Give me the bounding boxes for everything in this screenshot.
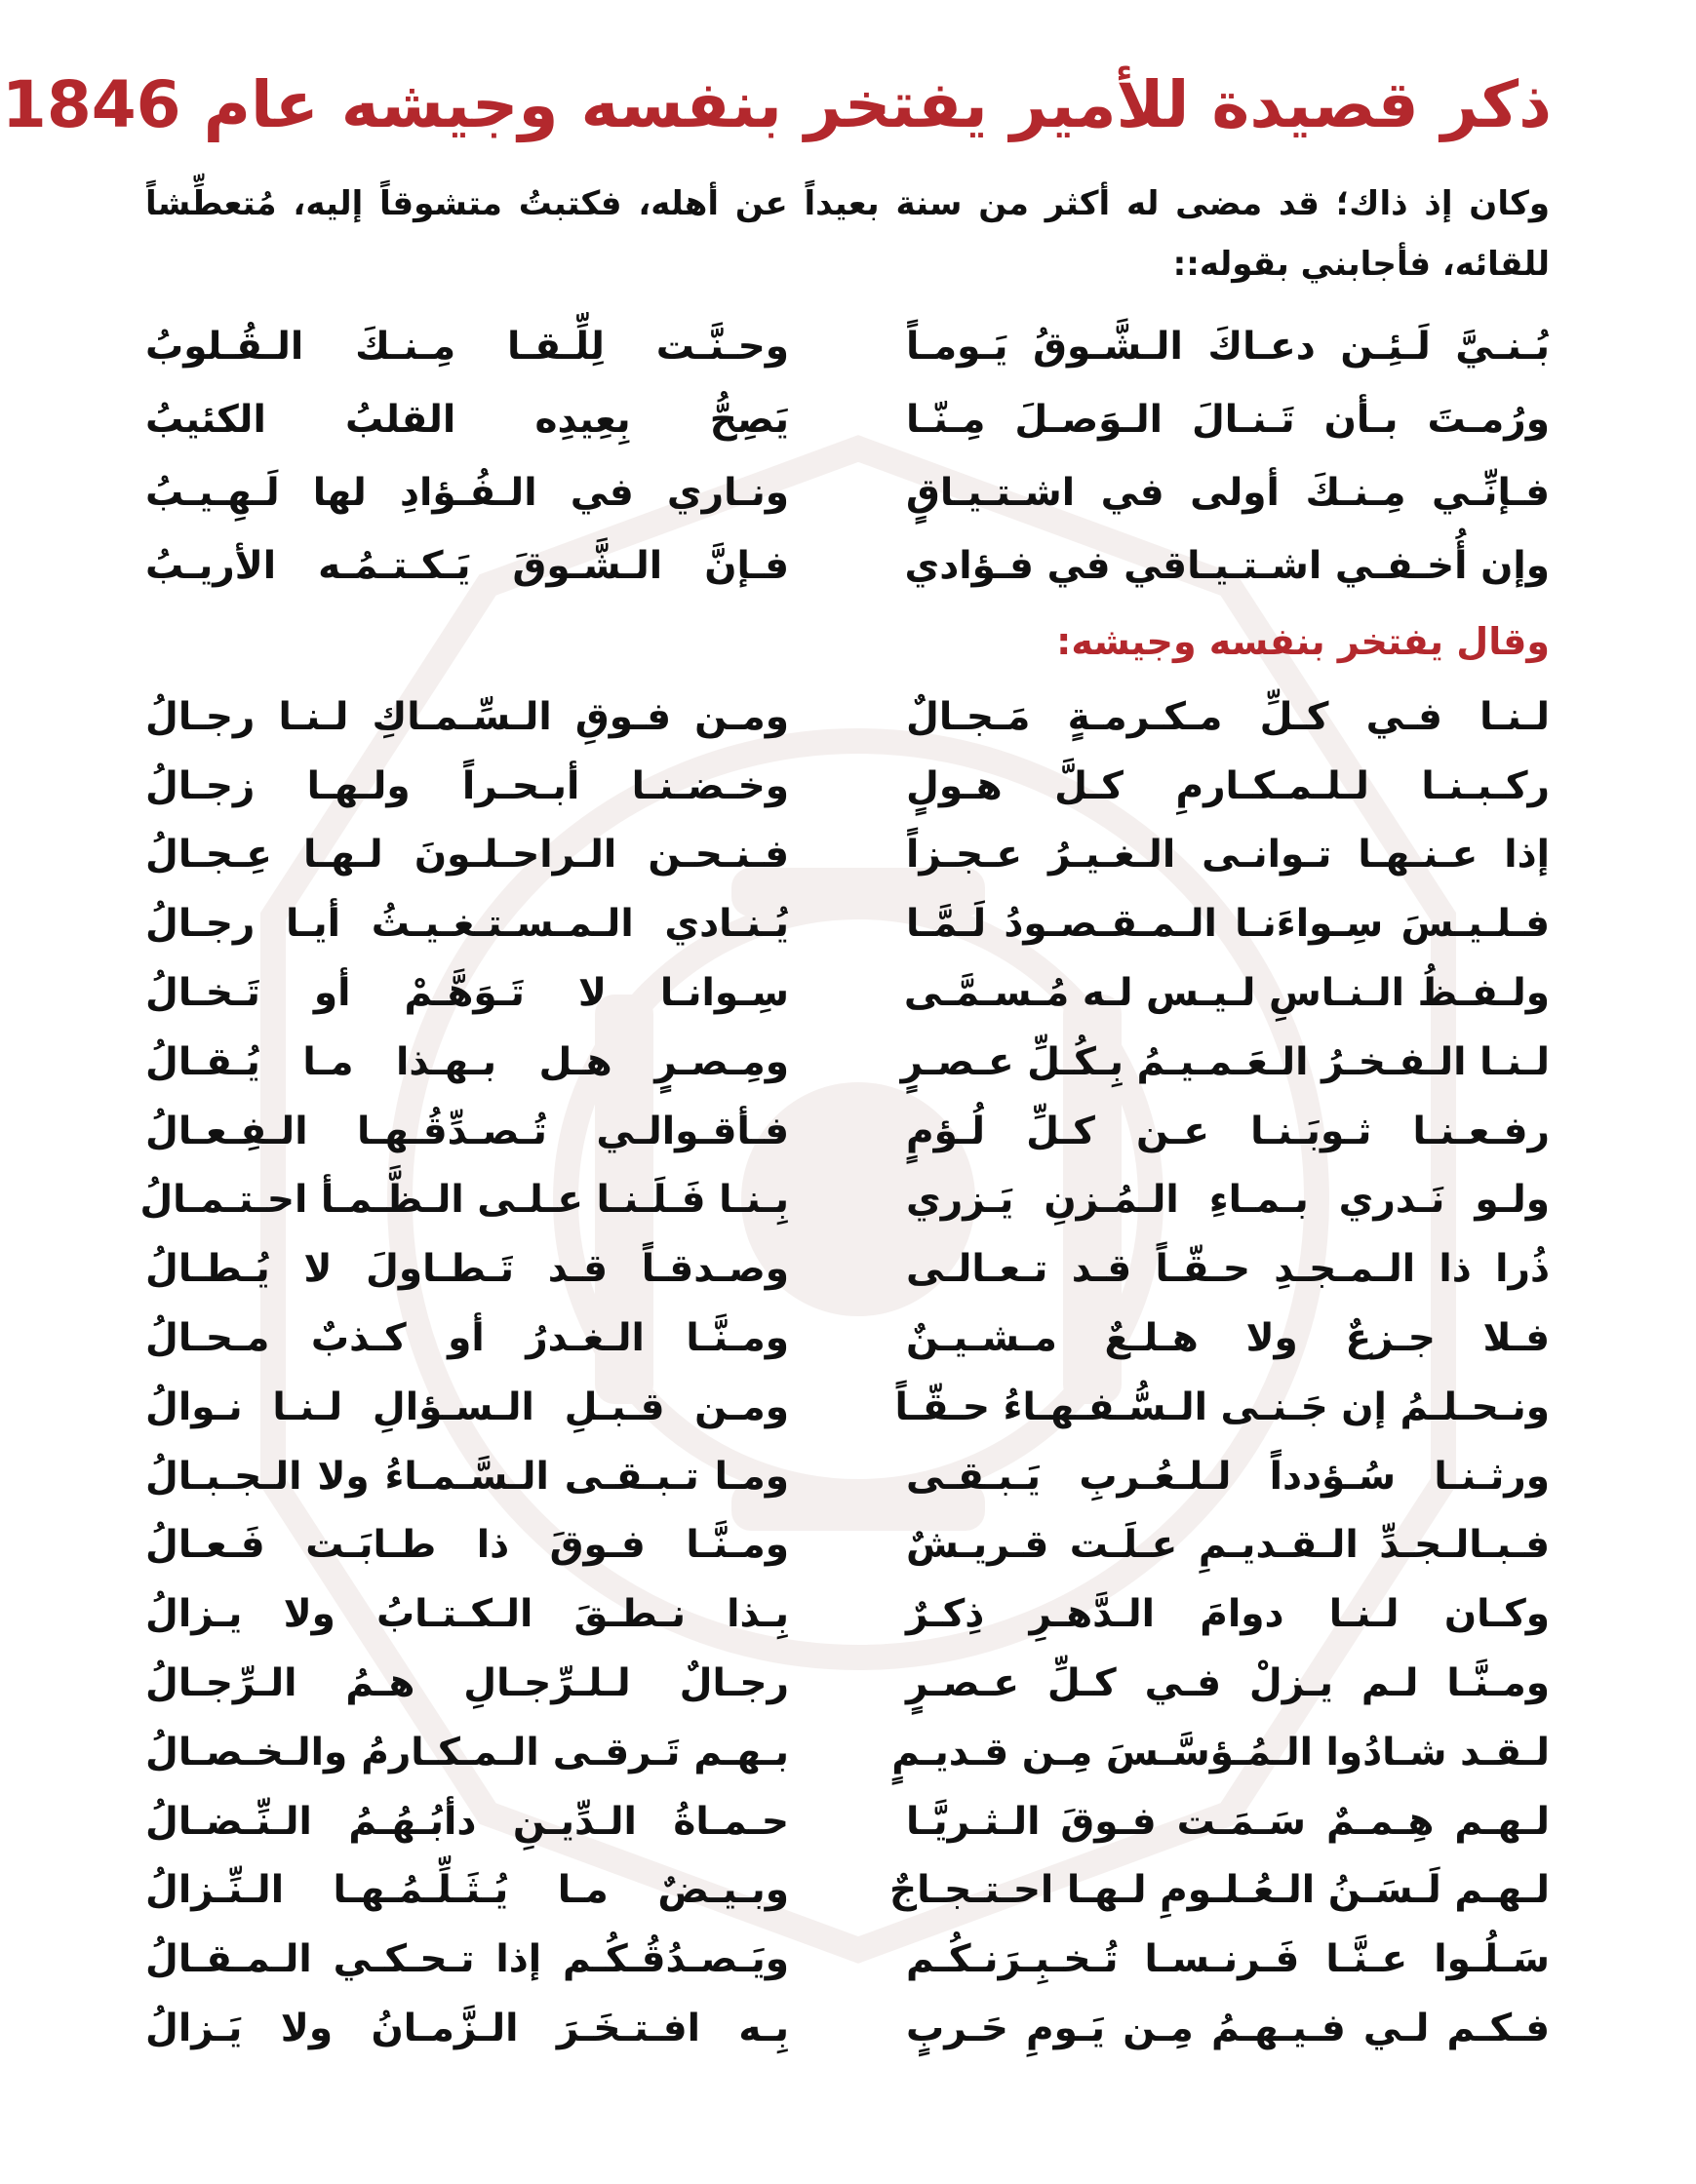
verse-second-half: وحـنَّـت لِلِّـقـا مِـنـكَ الـقُـلوبُ [145,325,789,369]
verse-second-half: ويَـصـدُقُـكُـم إذا تـحـكـي الـمـقـالُ [145,1937,789,1982]
verse-first-half: فـلا جـزعٌ ولا هـلـعٌ مـشـيـنٌ [906,1316,1550,1361]
verse-first-half: وكـان لـنـا دوامَ الـدَّهـرِ ذِكـرٌ [906,1592,1550,1637]
verse-second-half: ومـنَّـا الـغـدرُ أو كـذبٌ مـحـالُ [145,1316,789,1361]
verse-row [145,1234,1550,1304]
verse-first-half: وإن أُخـفـي اشـتـيـاقي في فـؤادي [904,544,1550,588]
verse-second-half: يَصِحُّ بِعِيدِه القلبُ الكئيبُ [145,398,789,442]
verse-second-half: فـنـحـن الـراحـلـونَ لـهـا عِـجـالُ [145,833,789,878]
verse-row [145,958,1550,1028]
verse-first-half: ورثـنـا سُـؤدداً لـلـعُـربِ يَـبـقـى [906,1454,1550,1499]
verse-first-half: ذُرا ذا الـمـجـدِ حـقّـاً قـد تـعـالـى [906,1247,1550,1292]
verse-row [145,682,1550,752]
verse-second-half: سِـوانـا لا تَـوَهَّـمْ أو تَـخـالُ [145,971,789,1016]
verse-row [145,1925,1550,1994]
verse-row [145,1511,1550,1580]
intro-paragraph: وكان إذ ذاك؛ قد مضى له أكثر من سنة بعيداً عن أهله، فكتبتُ متشوقاً إليه، مُتعطِّشاً للقائه، فأجابني بقوله:: [145,184,1550,284]
poem-one [145,310,1550,603]
verse-first-half: رفـعـنـا ثـوبَـنـا عـن كـلِّ لُـؤمٍ [906,1109,1550,1153]
verse-first-half: فـلـيـسَ سِـواءَنـا الـمـقـصـودُ لَـمَّـا [906,902,1550,947]
verse-first-half: فـبـالـجـدِّ الـقـديـمِ عـلَـت قـريـشٌ [906,1523,1550,1568]
verse-second-half: حـمـاةُ الـدِّيـنِ دأبُـهُـمُ الـنِّـضـالُ [145,1799,789,1844]
verse-row [145,1994,1550,2063]
verse-row [145,1649,1550,1718]
verse-second-half: ومـا تـبـقـى الـسَّـمـاءُ ولا الـجـبـالُ [145,1454,789,1499]
verse-second-half: رجـالٌ لـلـرِّجـالِ هـمُ الـرِّجـالُ [145,1661,789,1706]
verse-first-half: ولـفـظُ الـنـاسِ لـيـس لـه مُـسـمَّـى [903,971,1550,1016]
section-heading: وقال يفتخر بنفسه وجيشه: [1056,620,1550,663]
verse-second-half: ونـاري في الـفُـؤادِ لها لَـهِـيـبُ [145,471,789,515]
verse-second-half: يُـنـادي الـمـسـتـغـيـثُ أيـا رجـالُ [145,902,789,947]
verse-second-half: فـأقـوالـي تُـصـدِّقُـهـا الـفِـعـالُ [145,1109,789,1153]
verse-first-half: لـهـم هِـمـمٌ سَـمَـت فـوقَ الـثـريَّـا [906,1799,1550,1844]
verse-row [145,889,1550,958]
verse-first-half: لـنـا فـي كـلِّ مـكـرمـةٍ مَـجـالٌ [906,694,1550,739]
verse-first-half: ولـو نَـدري بـمـاءِ الـمُـزنِ يَـزري [906,1178,1550,1223]
verse-row [145,1097,1550,1166]
verse-row [145,1856,1550,1926]
verse-second-half: ومـن قـبـلِ الـسـؤالِ لـنـا نـوالُ [145,1384,789,1429]
verse-first-half: لـهـم لَـسَـنُ الـعُـلـومِ لـهـا احـتـجـاجٌ [889,1868,1550,1913]
verse-row [145,1442,1550,1511]
verse-row [145,1304,1550,1373]
verse-second-half: بِـذا نـطـقَ الـكـتـابُ ولا يـزالُ [145,1592,789,1637]
verse-row [145,1028,1550,1097]
verse-first-half: ونـحـلـمُ إن جَـنـى الـسُّـفـهـاءُ حـقّـاً [894,1384,1550,1429]
verse-row [145,1373,1550,1442]
verse-first-half: إذا عـنـهـا تـوانـى الـغـيـرُ عـجـزاً [906,833,1550,878]
verse-second-half: ومِـصـرٍ هـل بـهـذا مـا يُـقـالُ [145,1039,789,1084]
verse-row [145,529,1550,603]
verse-first-half: بُـنـيَّ لَـئِـن دعـاكَ الـشَّـوقُ يَـومـاً [906,325,1550,369]
verse-first-half: لـقـد شـادُوا الـمُـؤسَّـسَ مِـن قـديـمٍ [891,1730,1550,1774]
verse-row [145,1787,1550,1856]
verse-row [145,383,1550,456]
verse-first-half: ركـبـنـا لـلـمـكـارمِ كـلَّ هـولٍ [906,763,1550,808]
verse-second-half: وخـضـنـا أبـحـراً ولـهـا زجـالُ [145,763,789,808]
verse-second-half: وبـيـضٌ مـا يُـثَـلِّـمُـهـا الـنِّـزالُ [145,1868,789,1913]
poem-two [139,682,1550,2063]
verse-row [145,1580,1550,1649]
verse-row [145,821,1550,890]
verse-first-half: ورُمـتَ بـأن تَـنـالَ الـوَصـلَ مِـنّـا [906,398,1550,442]
verse-second-half: بِـه افـتـخَـرَ الـزَّمـانُ ولا يَـزالُ [145,2007,789,2051]
verse-row [145,1718,1550,1787]
verse-second-half: ومـن فـوقِ الـسِّـمـاكِ لـنـا رجـالُ [145,694,789,739]
verse-row [145,310,1550,383]
verse-row [139,1166,1550,1235]
verse-second-half: فـإنَّ الـشَّـوقَ يَـكـتـمُـه الأريـبُ [145,544,789,588]
verse-first-half: فـكـم لـي فـيـهـمُ مِـن يَـومِ حَـربٍ [906,2007,1550,2051]
verse-first-half: ومـنَّـا لـم يـزلْ فـي كـلِّ عـصـرٍ [906,1661,1550,1706]
verse-second-half: وصـدقـاً قـد تَـطـاولَ لا يُـطـالُ [145,1247,789,1292]
verse-first-half: سَـلُـوا عـنَّـا فَـرنـسـا تُـخـبِـرَنـكُـم [906,1937,1550,1982]
verse-first-half: فـإنِّـي مِـنـكَ أولى في اشـتـيـاقٍ [906,471,1550,515]
verse-row [145,752,1550,821]
verse-second-half: بـهـم تَـرقـى الـمـكـارمُ والـخـصـالُ [145,1730,789,1774]
page-title: ذكر قصيدة للأمير يفتخر بنفسه وجيشه عام 1846 [1,67,1552,142]
verse-first-half: لـنـا الـفـخـرُ الـعَـمـيـمُ بِـكُـلِّ عـصـرٍ [900,1039,1550,1084]
verse-second-half: بِـنـا فَـلَـنـا عـلـى الـظَّـمـأ احـتـمـالُ [139,1178,789,1223]
verse-row [145,456,1550,529]
verse-second-half: ومـنَّـا فـوقَ ذا طـابَـت فَـعـالُ [145,1523,789,1568]
